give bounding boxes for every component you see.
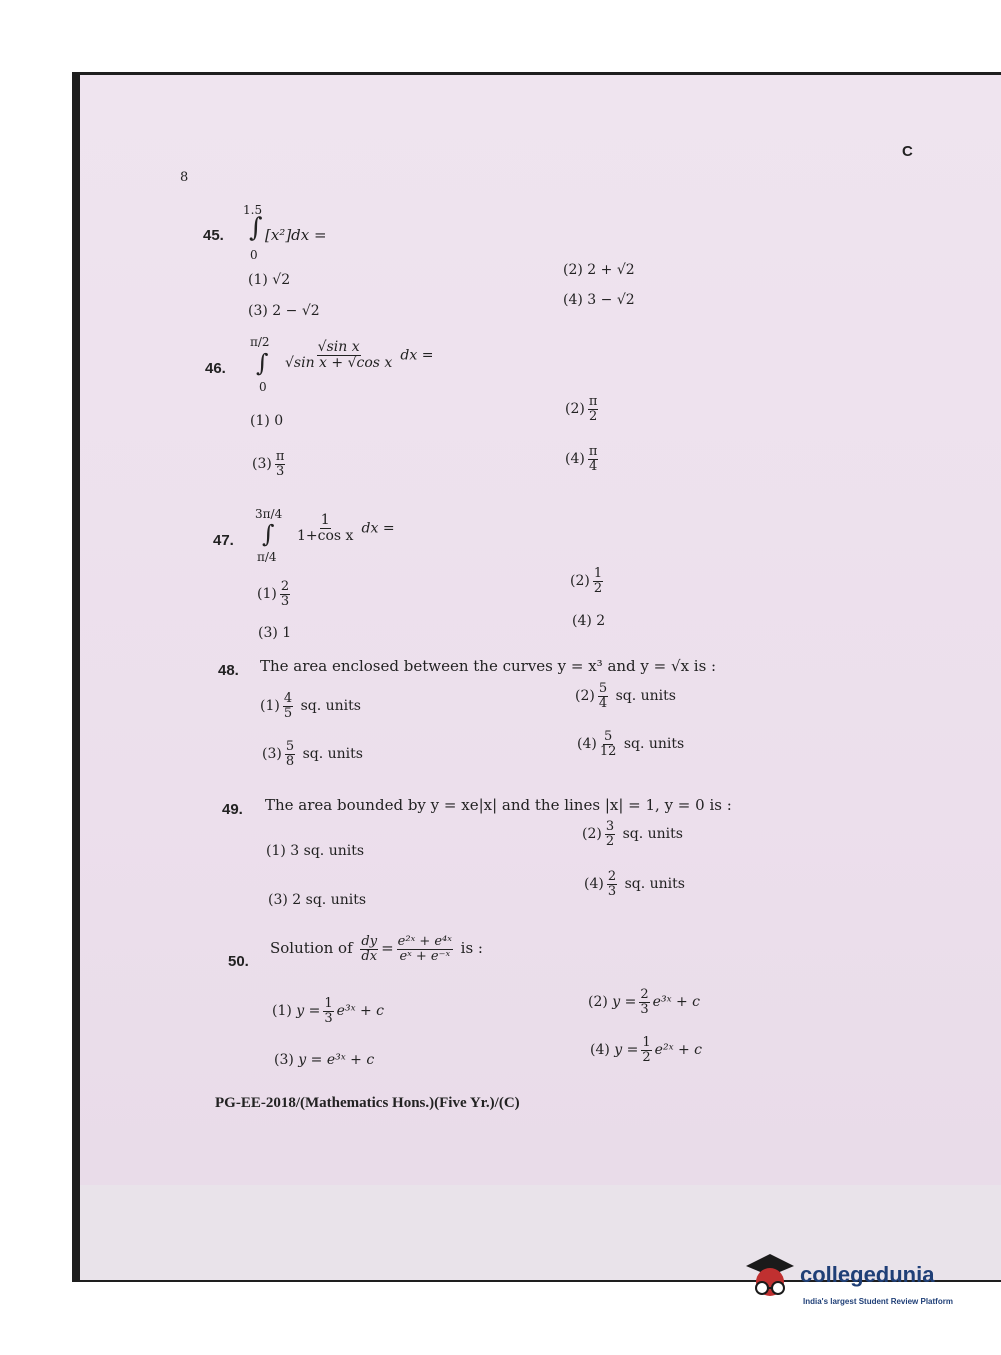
- watermark-brand: collegedunia: [800, 1262, 935, 1287]
- question-number-45: 45.: [203, 227, 224, 244]
- q49-text: The area bounded by y = xe|x| and the lines |x| = 1, y = 0 is :: [265, 796, 732, 814]
- q45-option-1: (1) √2: [248, 272, 291, 288]
- q50-option-4: (4) y = $\frac{1}{2}$ e²ˣ + c: [590, 1035, 703, 1065]
- q48-text: The area enclosed between the curves y = x³ and y = √x is :: [260, 657, 717, 675]
- q49-option-2: (2) $\frac{3}{2}$ sq. units: [582, 819, 683, 849]
- collegedunia-mascot-icon: [740, 1248, 800, 1308]
- q46-integrand: [282, 340, 433, 370]
- q46-numerator: √sin x: [317, 339, 360, 355]
- q49-option-1: (1) 3 sq. units: [266, 843, 365, 859]
- question-number-49: 49.: [222, 801, 243, 818]
- q47-denominator: 1+cos x: [297, 527, 354, 544]
- q46-lower-limit: 0: [259, 380, 267, 394]
- q46-upper-limit: π/2: [250, 335, 270, 349]
- q46-option-1: (1) 0: [250, 413, 284, 429]
- q48-option-2: (2) $\frac{5}{4}$ sq. units: [575, 681, 676, 711]
- q46-integral-sign: ∫: [256, 349, 269, 377]
- q47-upper-limit: 3π/4: [255, 507, 283, 521]
- q47-tail: dx =: [361, 520, 395, 537]
- q48-option-3: (3) $\frac{5}{8}$ sq. units: [262, 739, 363, 769]
- q50-option-2: (2) y = $\frac{2}{3}$ e³ˣ + c: [588, 987, 701, 1017]
- question-number-47: 47.: [213, 532, 234, 549]
- question-number-46: 46.: [205, 360, 226, 377]
- q45-lower-limit: 0: [250, 248, 258, 262]
- q47-option-3: (3) 1: [258, 625, 292, 641]
- q46-tail: dx =: [400, 347, 434, 364]
- q47-lower-limit: π/4: [257, 550, 277, 564]
- watermark-tagline: India's largest Student Review Platform: [803, 1297, 953, 1306]
- q49-option-4: (4) $\frac{2}{3}$ sq. units: [584, 869, 685, 899]
- q46-option-2: (2) $\frac{\pi}{2}$: [565, 394, 598, 424]
- q45-integral-sign: ∫: [249, 213, 263, 243]
- q46-denominator: √sin x + √cos x: [285, 354, 393, 371]
- q48-option-4: (4) $\frac{5}{12}$ sq. units: [577, 729, 685, 759]
- q45-option-4: (4) 3 − √2: [563, 292, 635, 308]
- q47-integrand: [294, 513, 395, 543]
- q50-option-3: (3) y = e³ˣ + c: [274, 1052, 375, 1068]
- q47-integral-sign: ∫: [262, 520, 275, 548]
- q47-option-4: (4) 2: [572, 613, 606, 629]
- q45-upper-limit: 1.5: [243, 203, 263, 217]
- question-number-50: 50.: [228, 953, 249, 970]
- q47-option-2: (2) $\frac{1}{2}$: [570, 566, 603, 596]
- q46-option-4: (4) $\frac{\pi}{4}$: [565, 444, 598, 474]
- q50-text: Solution of $\frac{dy}{dx}$ = $\frac{\text{e²ˣ + e⁴ˣ}}{\text{eˣ + e⁻ˣ}}$ is :: [270, 934, 483, 964]
- q50-option-1: (1) y = $\frac{1}{3}$ e³ˣ + c: [272, 996, 385, 1026]
- q45-integrand: [x²]dx =: [265, 226, 327, 244]
- page-number: 8: [180, 170, 189, 185]
- question-number-48: 48.: [218, 662, 239, 679]
- q45-option-2: (2) 2 + √2: [563, 262, 635, 278]
- q49-option-3: (3) 2 sq. units: [268, 892, 367, 908]
- paper-code-footer: PG-EE-2018/(Mathematics Hons.)(Five Yr.)/(C): [215, 1095, 520, 1111]
- q48-option-1: (1) $\frac{4}{5}$ sq. units: [260, 691, 361, 721]
- q45-option-3: (3) 2 − √2: [248, 303, 320, 319]
- q47-option-1: (1) $\frac{2}{3}$: [257, 579, 290, 609]
- q47-numerator: 1: [320, 512, 330, 528]
- series-code: C: [902, 143, 913, 160]
- q46-option-3: (3) $\frac{\pi}{3}$: [252, 449, 285, 479]
